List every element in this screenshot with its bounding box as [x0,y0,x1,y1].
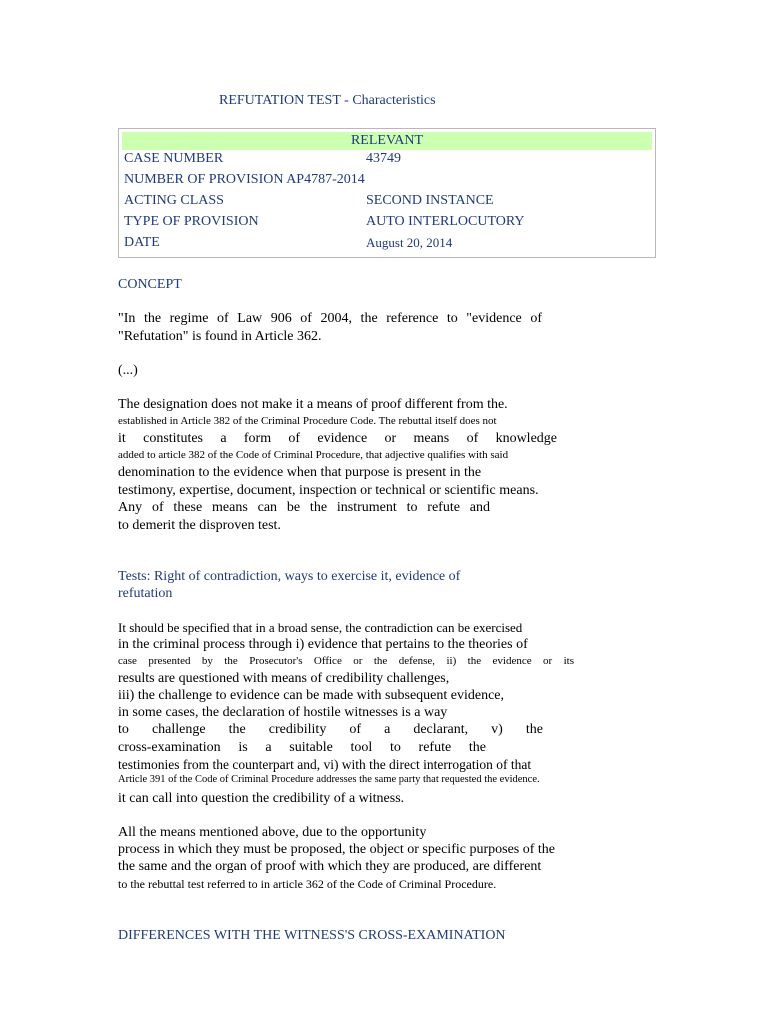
relevant-table [118,128,656,258]
concept-paragraph-line: it constitutes a form of evidence or means of knowledge [118,431,557,446]
concept-quote-line: "Refutation" is found in Article 362. [118,329,322,344]
concept-paragraph-line: established in Article 382 of the Criminal Procedure Code. The rebuttal itself does not [118,415,497,427]
tests-paragraph-line: in the criminal process through i) evidence that pertains to the theories of [118,637,528,652]
date-label: DATE [124,235,160,250]
concept-paragraph-line: The designation does not make it a means of proof different from the. [118,397,508,412]
tests-paragraph-line: process in which they must be proposed, the object or specific purposes of the [118,842,556,857]
tests-paragraph-line: All the means mentioned above, due to the opportunity [118,825,427,840]
page-title-main: REFUTATION TEST [219,93,341,108]
concept-heading: CONCEPT [118,277,182,292]
tests-paragraph-line: results are questioned with means of credibility challenges, [118,671,450,686]
tests-paragraph-line: the same and the organ of proof with which they are produced, are different [118,859,542,874]
page-title-separator: - [340,93,353,108]
tests-paragraph-line: to challenge the credibility of a declarant, v) the [118,722,543,737]
concept-paragraph-line: added to article 382 of the Code of Criminal Procedure, that adjective qualifies with said [118,449,509,461]
case-number-value: 43749 [366,151,401,166]
acting-class-value: SECOND INSTANCE [366,193,494,208]
table-header: RELEVANT [122,132,652,150]
tests-heading-cont: refutation [118,586,173,601]
concept-paragraph-line: denomination to the evidence when that purpose is present in the [118,465,482,480]
tests-paragraph-line: cross-examination is a suitable tool to refute the [118,740,486,755]
type-of-provision-label: TYPE OF PROVISION [124,214,259,229]
tests-paragraph-line: it can call into question the credibility of a witness. [118,791,405,806]
tests-paragraph-line: testimonies from the counterpart and, vi) with the direct interrogation of that [118,757,532,772]
tests-paragraph-line: It should be specified that in a broad sense, the contradiction can be exercised [118,620,523,635]
case-number-label: CASE NUMBER [124,151,224,166]
page-title [219,93,436,109]
type-of-provision-value: AUTO INTERLOCUTORY [366,214,525,229]
concept-paragraph-line: testimony, expertise, document, inspection or technical or scientific means. [118,483,539,498]
provision-number-label: NUMBER OF PROVISION AP4787-2014 [124,172,365,187]
tests-paragraph-line: iii) the challenge to evidence can be made with subsequent evidence, [118,688,505,703]
concept-paragraph-line: to demerit the disproven test. [118,518,281,533]
tests-paragraph-line: Article 391 of the Code of Criminal Procedure addresses the same party that requested the evidence. [118,774,540,785]
acting-class-label: ACTING CLASS [124,193,224,208]
tests-heading: Tests: Right of contradiction, ways to exercise it, evidence of [118,569,461,584]
page-title-sub: Characteristics [352,93,436,108]
tests-paragraph-line: case presented by the Prosecutor's Office or the defense, ii) the evidence or its [118,655,574,667]
concept-paragraph-line: Any of these means can be the instrument to refute and [118,500,490,515]
date-value: August 20, 2014 [366,235,453,250]
tests-paragraph-line: in some cases, the declaration of hostile witnesses is a way [118,705,448,720]
differences-heading: DIFFERENCES WITH THE WITNESS'S CROSS-EXAMINATION [118,928,506,943]
concept-quote-line: "In the regime of Law 906 of 2004, the reference to "evidence of [118,311,542,326]
tests-paragraph-line: to the rebuttal test referred to in article 362 of the Code of Criminal Procedure. [118,877,497,891]
ellipsis: (...) [118,363,138,378]
